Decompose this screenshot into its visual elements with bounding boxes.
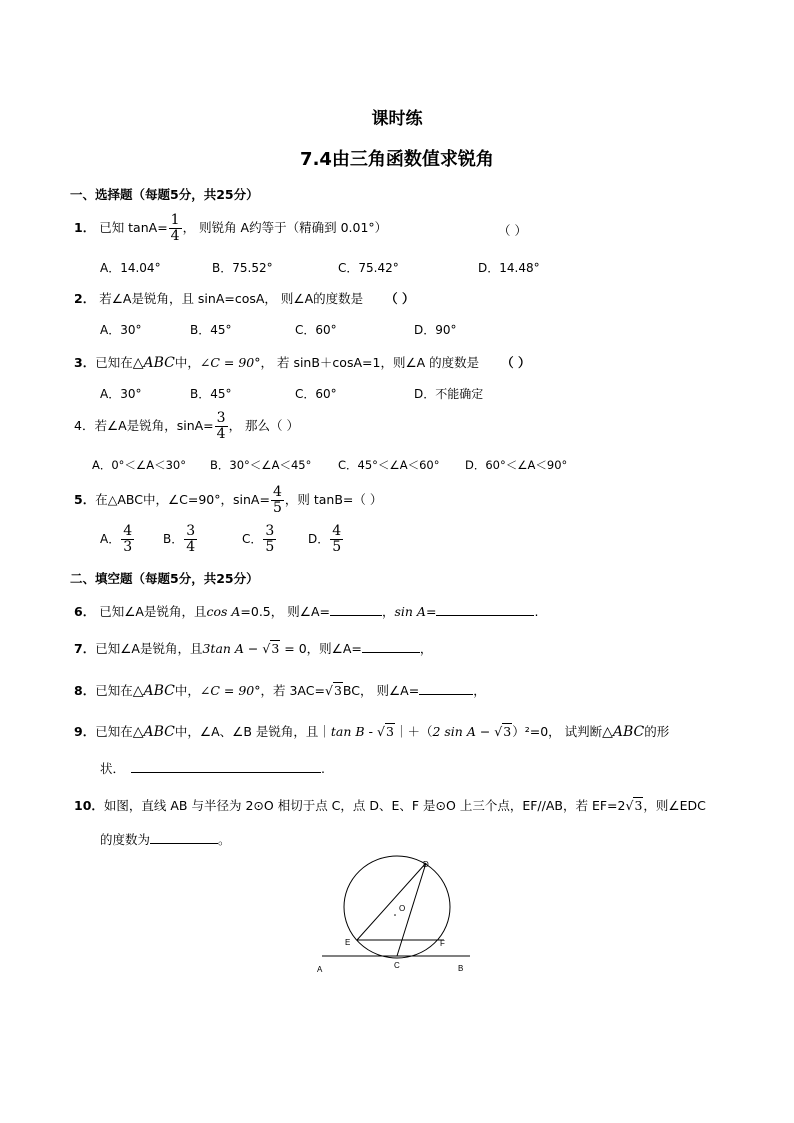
question-10-line2: 的度数为 。 [100,832,231,847]
option-d: D．14.48° [478,261,540,275]
question-number: 10． [74,798,104,813]
section-multiple-choice-heading: 一、选择题（每题5分，共25分） [70,187,259,202]
option-a: A．0°＜∠A＜30° [92,458,186,472]
option-c: C．75.42° [338,261,399,275]
question-number: 2． [74,291,96,306]
worksheet-subtitle: 7.4由三角函数值求锐角 [300,149,494,170]
question-number: 8． [74,683,96,698]
option-c: C．60° [295,323,337,337]
question-text: 已知 tanA= [99,220,168,235]
option-b: B．45° [190,323,232,337]
question-text-cont: ， 则锐角 A约等于（精确到 0.01°） [182,220,388,235]
option-a: A． $\frac{4}{3}$ [100,523,133,555]
question-number: 4． [74,418,95,433]
question-number: 7． [74,641,96,656]
worksheet-title: 课时练 [371,109,423,129]
sqrt: √3 [262,641,280,656]
option-b: B．45° [190,387,232,401]
fraction: $\frac{1}{4}$ [170,212,180,244]
sqrt: √3 [377,724,394,739]
circle-o [344,856,450,958]
option-b: B． $\frac{3}{4}$ [163,523,196,555]
question-2 [74,289,415,307]
answer-blank [150,831,218,844]
answer-paren: （ ） [385,291,415,306]
label-f: F [440,939,445,948]
label-a: A [317,965,323,974]
option-c: C．60° [295,387,337,401]
question-9-line2: 状． . [100,761,325,776]
answer-blank [330,603,382,616]
question-number: 5． [74,492,96,507]
sqrt: √3 [324,683,342,698]
question-text: 若∠A是锐角，且 sinA=cosA， 则∠A的度数是 [99,291,364,306]
label-o: O [399,904,406,913]
fraction: $\frac{4}{5}$ [272,484,282,516]
question-8: 8．已知在△ABC中，∠C = 90°，若 3AC=√3BC， 则∠A= ， [74,683,486,699]
answer-blank [362,640,420,653]
question-7: 7．已知∠A是锐角，且3tan A − √3 = 0，则∠A= ， [74,641,433,656]
sqrt: √3 [494,724,512,739]
angle-c-90: ∠C = 90° [199,355,261,370]
option-b: B．30°＜∠A＜45° [210,458,312,472]
option-a: A．30° [100,387,142,401]
answer-paren: （ ） [501,355,531,370]
option-a: A．30° [100,323,142,337]
sqrt: √3 [625,798,643,813]
question-4: 4．若∠A是锐角，sinA= $\frac{3}{4}$ ， 那么（ ） [74,410,300,442]
option-d: D． $\frac{4}{5}$ [308,523,342,555]
label-e: E [345,938,351,947]
option-b: B．75.52° [212,261,273,275]
question-5: 5．在△ABC中，∠C=90°，sinA= $\frac{4}{5}$ ，则 tanB=（ ） [74,484,383,516]
section-fill-in-heading: 二、填空题（每题5分，共25分） [70,571,259,586]
option-d: D．60°＜∠A＜90° [465,458,568,472]
question-6: 6． 已知∠A是锐角，且cos A=0.5， 则∠A= ，sin A= . [74,604,539,619]
center-point [394,914,396,916]
label-b: B [458,964,464,973]
fraction: $\frac{3}{4}$ [216,410,226,442]
question-9: 9．已知在△ABC中，∠A、∠B 是锐角，且｜tan B - √3｜＋（2 sin A − √3）²=0， 试判断△ABC的形 [74,724,670,740]
question-1 [74,212,387,244]
option-d: D．不能确定 [414,387,484,401]
question-10: 10．如图，直线 AB 与半径为 2⊙O 相切于点 C，点 D、E、F 是⊙O 上三个点，EF//AB，若 EF=2√3，则∠EDC [74,798,706,813]
answer-blank [131,760,321,773]
answer-blank [436,603,534,616]
option-c: C． $\frac{3}{5}$ [242,523,275,555]
question-3: 3．已知在△ABC中，∠C = 90°， 若 sinB＋cosA=1，则∠A 的度数是 （ ） [74,355,531,371]
label-d: D [423,860,429,869]
question-number: 9． [74,724,96,739]
question-number: 6． [74,604,96,619]
label-c: C [394,961,400,970]
segment-ed [357,863,426,940]
option-c: C．45°＜∠A＜60° [338,458,440,472]
answer-paren: （ ） [498,223,527,238]
circle-tangent-figure [300,850,490,980]
question-number: 1． [74,220,96,235]
answer-blank [419,682,473,695]
option-a: A．14.04° [100,261,161,275]
question-number: 3． [74,355,96,370]
triangle-abc: △ABC [132,355,175,371]
option-d: D．90° [414,323,457,337]
